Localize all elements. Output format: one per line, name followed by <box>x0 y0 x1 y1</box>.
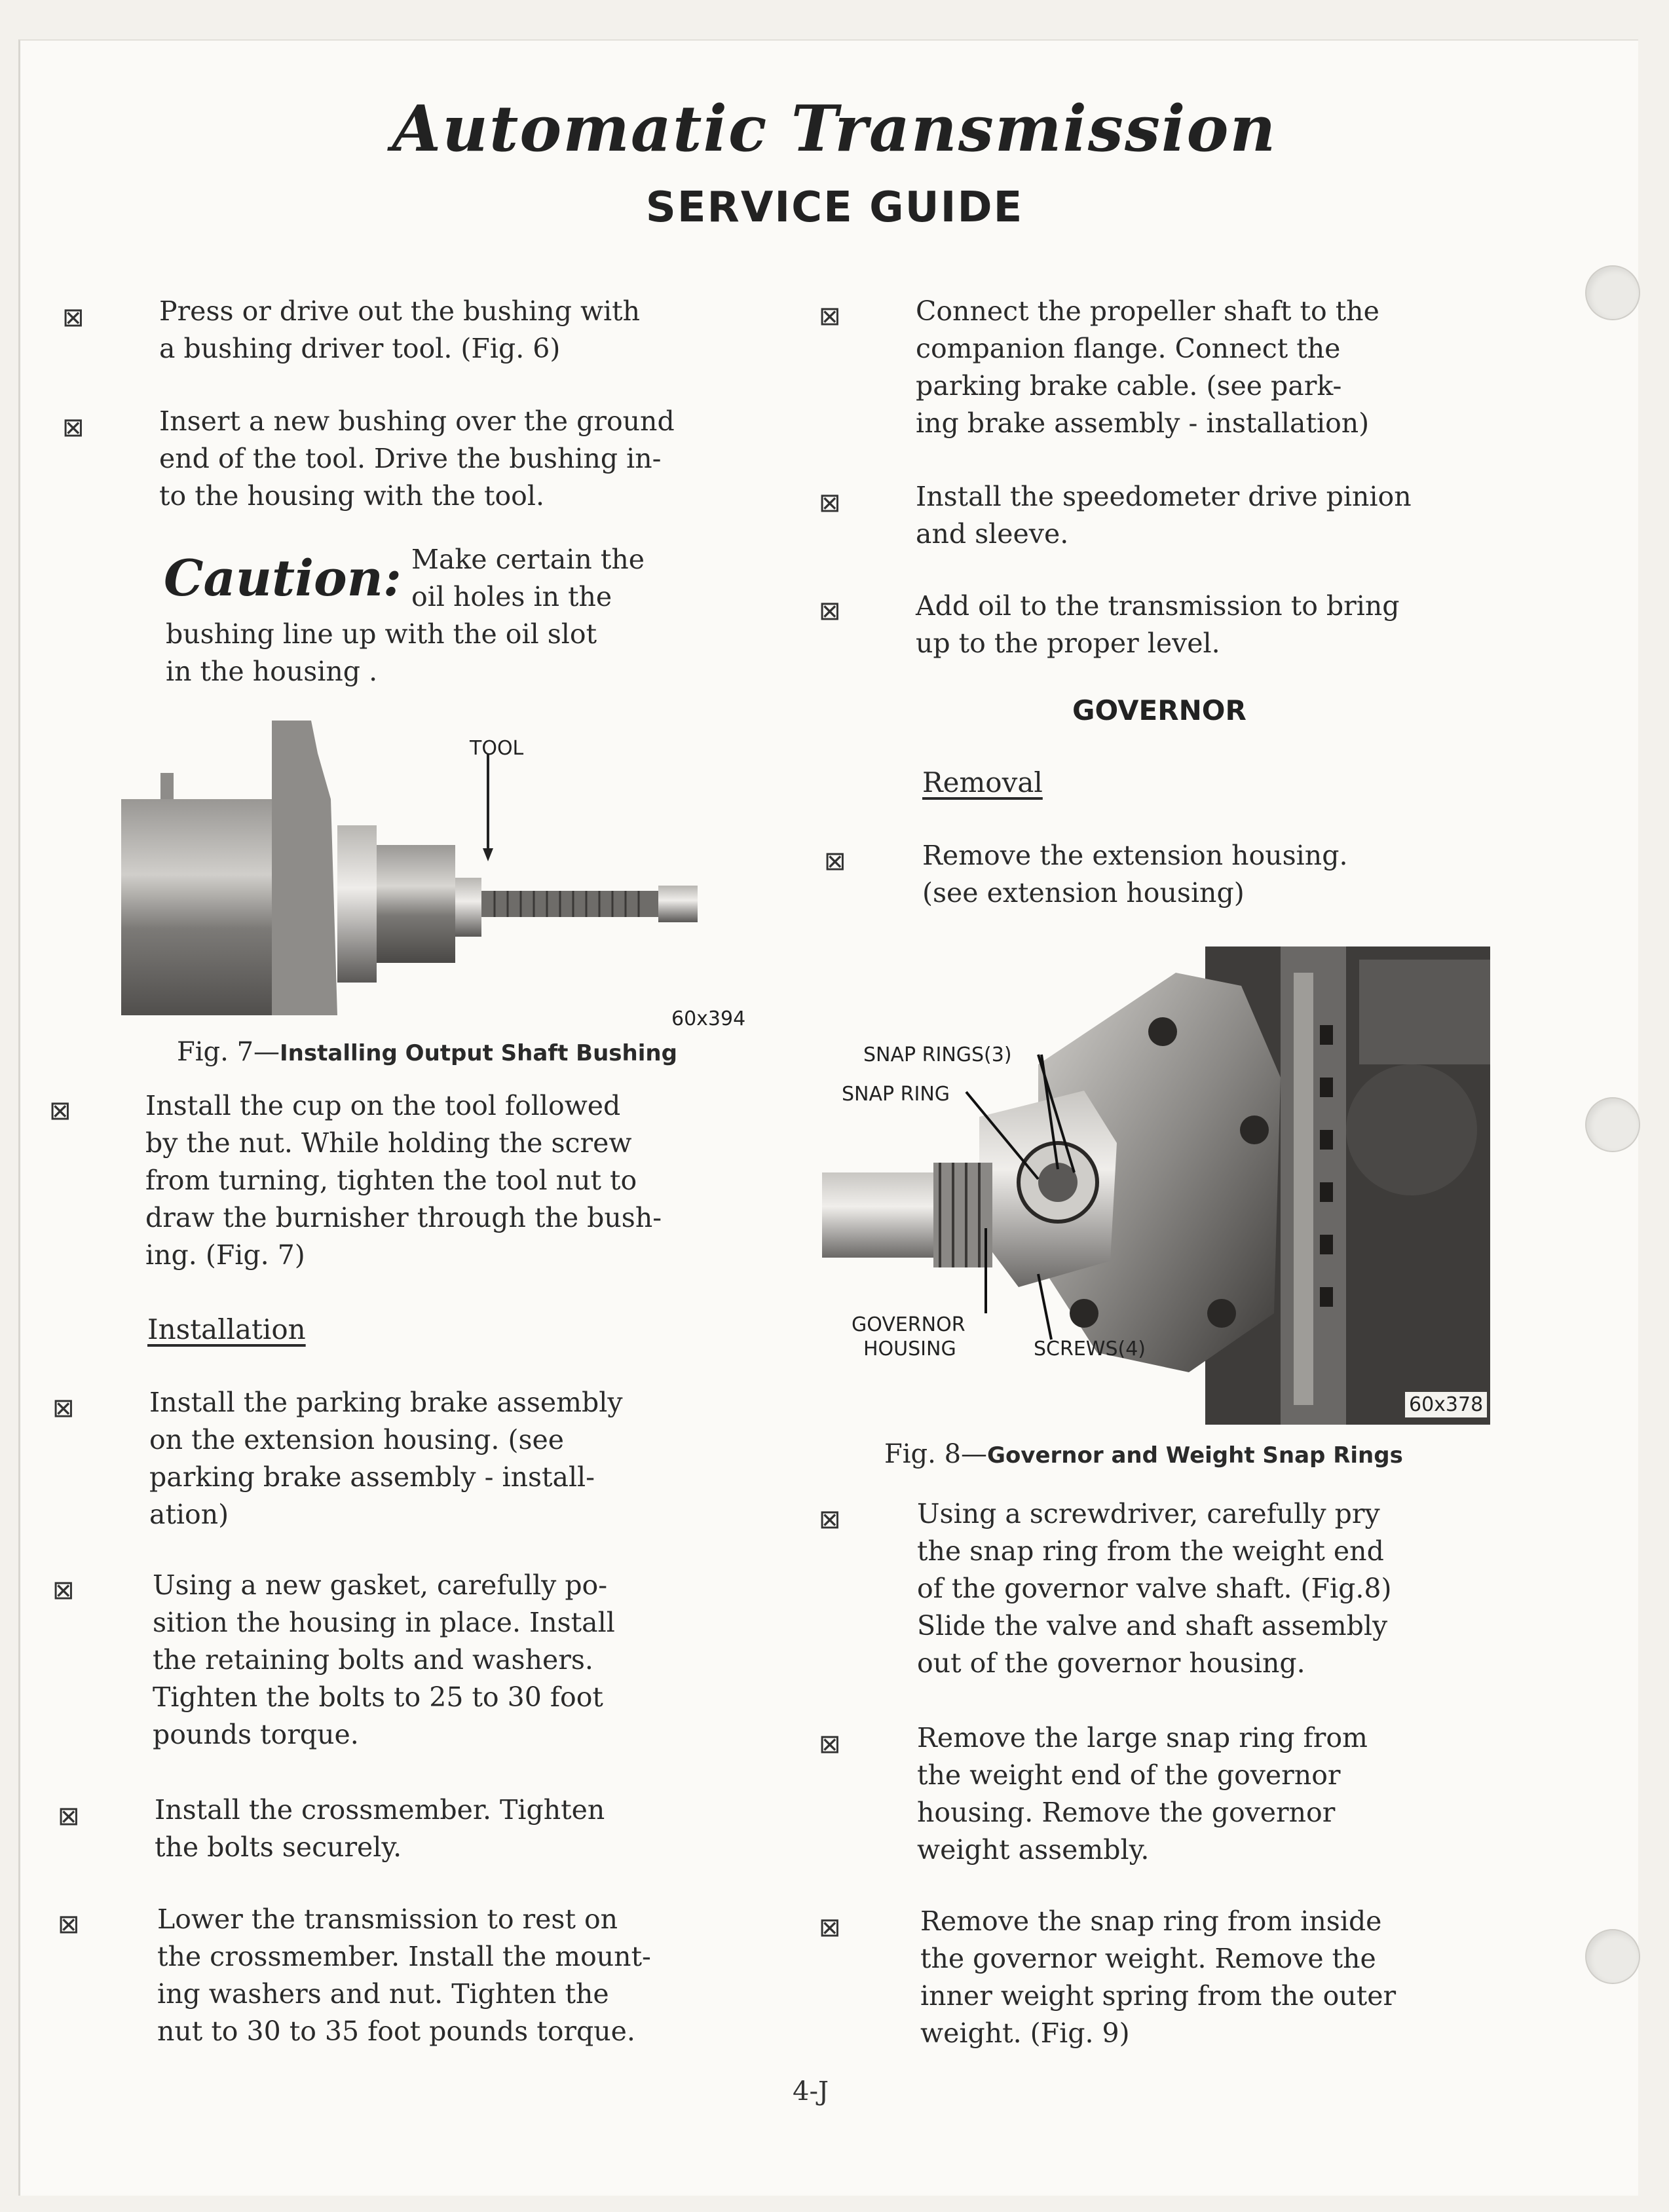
left-paragraph-5: Using a new gasket, carefully po- sition the housing in place. Install the retaining bolts and washers. Tighten the bolts to 25 to 30 foot pounds torque. <box>153 1569 615 1750</box>
fig7-code: 60x394 <box>671 1007 746 1030</box>
fig8-label-housing: HOUSING <box>863 1338 956 1360</box>
right-paragraph-1: Connect the propeller shaft to the companion flange. Connect the parking brake cable. (see park- ing brake assembly - installation) <box>916 295 1379 439</box>
page-title: Automatic Transmission <box>392 92 1277 166</box>
bullet-icon: ⊠ <box>58 1909 80 1940</box>
removal-heading: Removal <box>922 766 1043 798</box>
left-paragraph-7: Lower the transmission to rest on the crossmember. Install the mount- ing washers and nut. Tighten the nut to 30 to 35 foot pounds torque. <box>157 1903 651 2047</box>
right-paragraph-4: Remove the extension housing. (see extension housing) <box>922 840 1348 909</box>
right-paragraph-7: Remove the snap ring from inside the governor weight. Remove the inner weight spring from the outer weight. (Fig. 9) <box>920 1905 1397 2049</box>
bullet-icon: ⊠ <box>62 413 84 443</box>
caution-label: Caution: <box>164 549 402 607</box>
fig8-caption: Fig. 8—Governor and Weight Snap Rings <box>884 1439 1403 1469</box>
bullet-icon: ⊠ <box>819 596 841 626</box>
bullet-icon: ⊠ <box>819 1505 841 1535</box>
fig7-label-tool: TOOL <box>470 737 524 760</box>
punch-hole-middle <box>1585 1097 1640 1152</box>
right-paragraph-5: Using a screwdriver, carefully pry the snap ring from the weight end of the governor valve shaft. (Fig.8) Slide the valve and shaft assembly out of the governor housing. <box>917 1498 1392 1679</box>
installation-heading: Installation <box>147 1313 306 1345</box>
punch-hole-top <box>1585 265 1640 320</box>
caution-text-bottom: bushing line up with the oil slot in the housing . <box>166 618 597 687</box>
caution-text-top: Make certain the oil holes in the <box>411 544 645 612</box>
bullet-icon: ⊠ <box>819 1729 841 1759</box>
left-paragraph-6: Install the crossmember. Tighten the bolts securely. <box>155 1794 605 1863</box>
left-paragraph-3: Install the cup on the tool followed by the nut. While holding the screw from turning, tighten the tool nut to draw the burnisher through the bush- ing. (Fig. 7) <box>145 1090 662 1271</box>
right-paragraph-3: Add oil to the transmission to bring up to the proper level. <box>916 590 1400 659</box>
fig7-caption: Fig. 7—Installing Output Shaft Bushing <box>177 1037 677 1067</box>
bullet-icon: ⊠ <box>819 488 841 518</box>
left-paragraph-4: Install the parking brake assembly on the extension housing. (see parking brake assembly - install- ation) <box>149 1387 623 1530</box>
fig8-label-screws: SCREWS(4) <box>1034 1338 1146 1360</box>
fig7-photo <box>121 714 750 1015</box>
bullet-icon: ⊠ <box>819 301 841 331</box>
bullet-icon: ⊠ <box>819 1913 841 1943</box>
left-paragraph-1: Press or drive out the bushing with a bushing driver tool. (Fig. 6) <box>159 295 641 364</box>
punch-hole-bottom <box>1585 1929 1640 1984</box>
fig8-label-governor: GOVERNOR <box>852 1313 966 1336</box>
right-paragraph-2: Install the speedometer drive pinion and sleeve. <box>916 481 1412 550</box>
fig8-code: 60x378 <box>1405 1392 1487 1417</box>
bullet-icon: ⊠ <box>52 1393 75 1423</box>
fig8-label-snap-ring: SNAP RING <box>842 1083 950 1106</box>
bullet-icon: ⊠ <box>52 1575 75 1605</box>
bullet-icon: ⊠ <box>62 303 84 333</box>
bullet-icon: ⊠ <box>49 1096 71 1126</box>
bullet-icon: ⊠ <box>824 846 846 876</box>
governor-heading: GOVERNOR <box>1072 694 1247 726</box>
fig8-label-snap-rings: SNAP RINGS(3) <box>863 1043 1012 1066</box>
page-number: 4-J <box>793 2076 829 2107</box>
left-paragraph-2: Insert a new bushing over the ground end of the tool. Drive the bushing in- to the housing with the tool. <box>159 405 675 512</box>
bullet-icon: ⊠ <box>58 1801 80 1831</box>
page-subtitle: SERVICE GUIDE <box>645 183 1024 232</box>
right-paragraph-6: Remove the large snap ring from the weight end of the governor housing. Remove the governor weight assembly. <box>917 1722 1368 1865</box>
